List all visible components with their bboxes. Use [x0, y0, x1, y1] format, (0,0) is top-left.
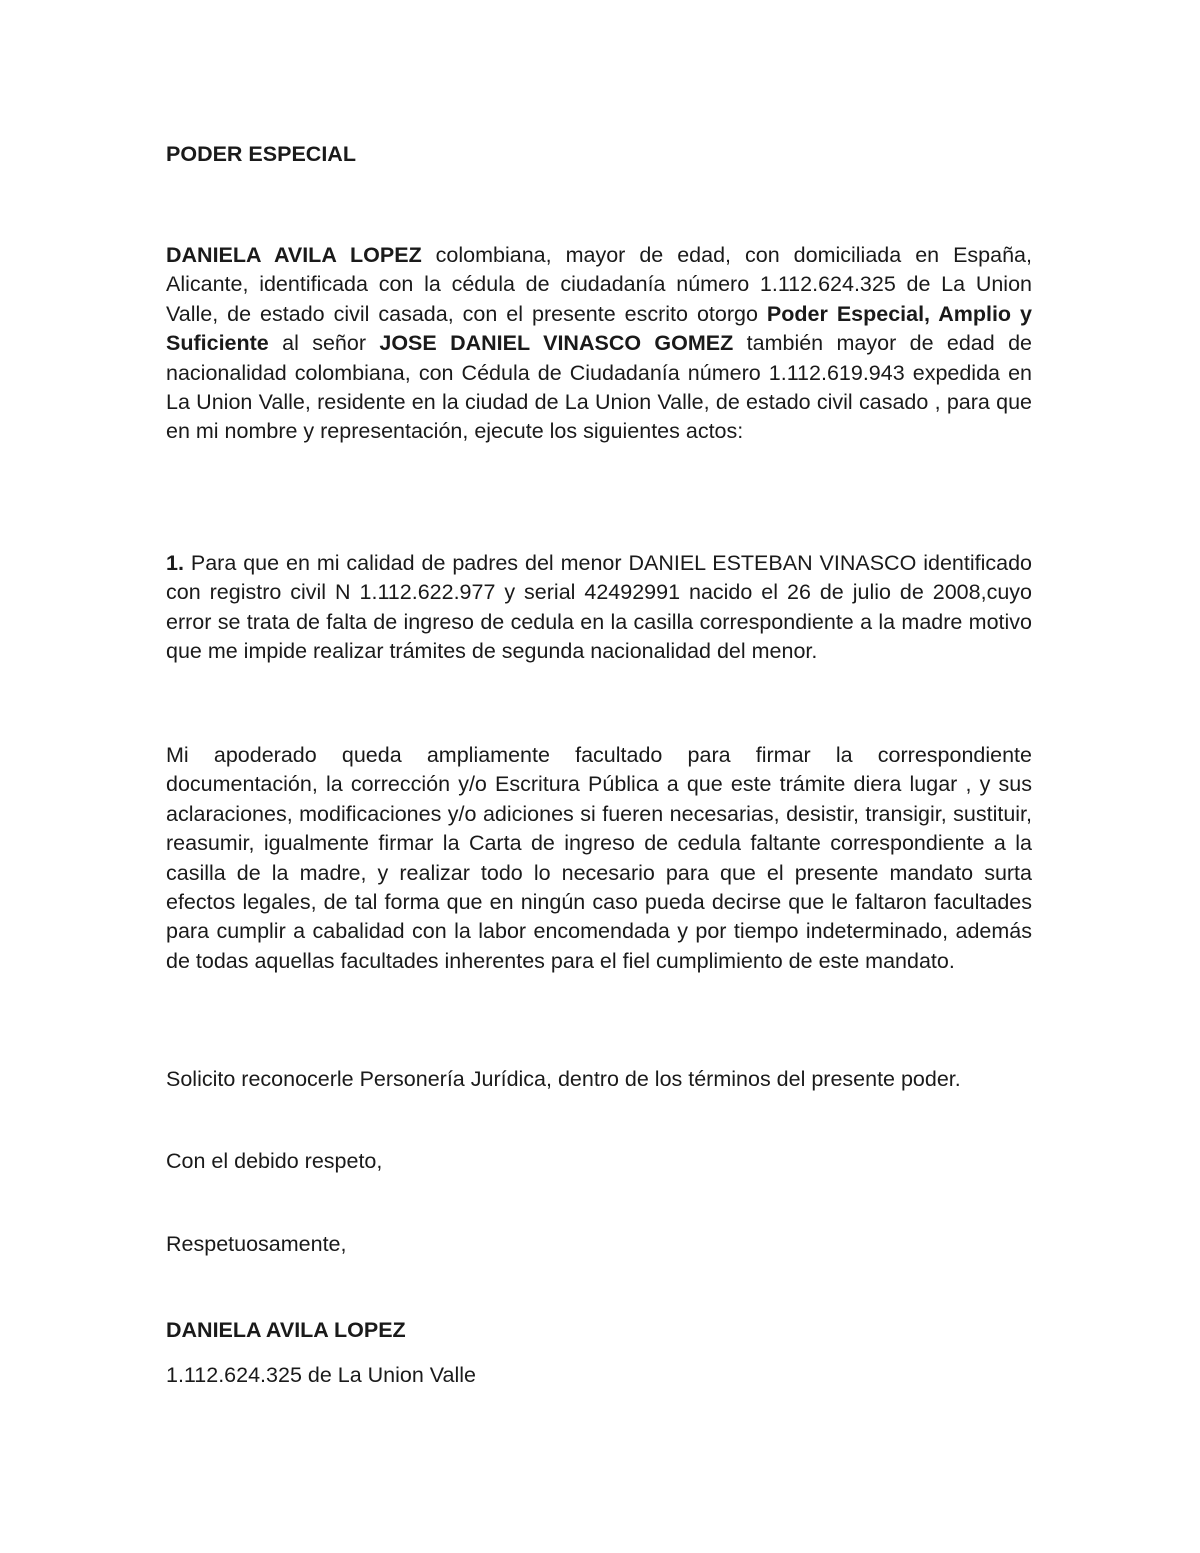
closing-respectfully: Respetuosamente,: [166, 1232, 347, 1256]
attorney-name: JOSE DANIEL VINASCO GOMEZ: [379, 331, 734, 356]
document-title: PODER ESPECIAL: [166, 142, 356, 166]
intro-text-1: colombiana, mayor de edad, con domiciliada en España, Alicante, identificada con la cédula de ciudadanía número 1.112.624.325 de La Union Valle, de estado civil casada, con el presente escrito otorgo: [166, 243, 1032, 326]
intro-text-3: también mayor de edad de nacionalidad colombiana, con Cédula de Ciudadanía número 1.112.619.943 expedida en La Union Valle, residente en la ciudad de La Union Valle, de estado civil casado , para que en mi nombre y representación, ejecute los siguientes actos:: [166, 331, 1033, 444]
signature-name: DANIELA AVILA LOPEZ: [166, 1318, 406, 1342]
grantor-name: DANIELA AVILA LOPEZ: [166, 243, 422, 267]
power-type: Poder Especial, Amplio y Suficiente: [166, 301, 1033, 356]
item-1-text: Para que en mi calidad de padres del menor DANIEL ESTEBAN VINASCO identificado con registro civil N 1.112.622.977 y serial 42492991 nacido el 26 de julio de 2008,cuyo error se trata de falta de ingreso de cedula en la casilla correspondiente a la madre motivo que me impide realizar trámites de segunda nacionalidad del menor.: [166, 551, 1032, 664]
item-1-number: 1.: [166, 551, 184, 575]
signature-id-line: 1.112.624.325 de La Union Valle: [166, 1363, 477, 1387]
powers-paragraph: Mi apoderado queda ampliamente facultado para firmar la correspondiente documentación, la corrección y/o Escritura Pública a que este trámite diera lugar , y sus aclaraciones, modificaciones y/o adiciones si fueren necesarias, desistir, transigir, sustituir, reasumir, igualmente firmar la Carta de ingreso de cedula faltante correspondiente a la casilla de la madre, y realizar todo lo necesario para que el presente mandato surta efectos legales, de tal forma que en ningún caso pueda decirse que le faltaron facultades para cumplir a cabalidad con la labor encomendada y por tiempo indeterminado, además de todas aquellas facultades inherentes para el fiel cumplimiento de este mandato.: [166, 743, 1032, 973]
item-1-paragraph: [166, 549, 1032, 667]
closing-respect: Con el debido respeto,: [166, 1149, 383, 1173]
request-paragraph: Solicito reconocerle Personería Jurídica, dentro de los términos del presente poder.: [166, 1067, 961, 1091]
intro-text-2: al señor: [268, 331, 380, 356]
intro-paragraph: [166, 241, 1032, 447]
